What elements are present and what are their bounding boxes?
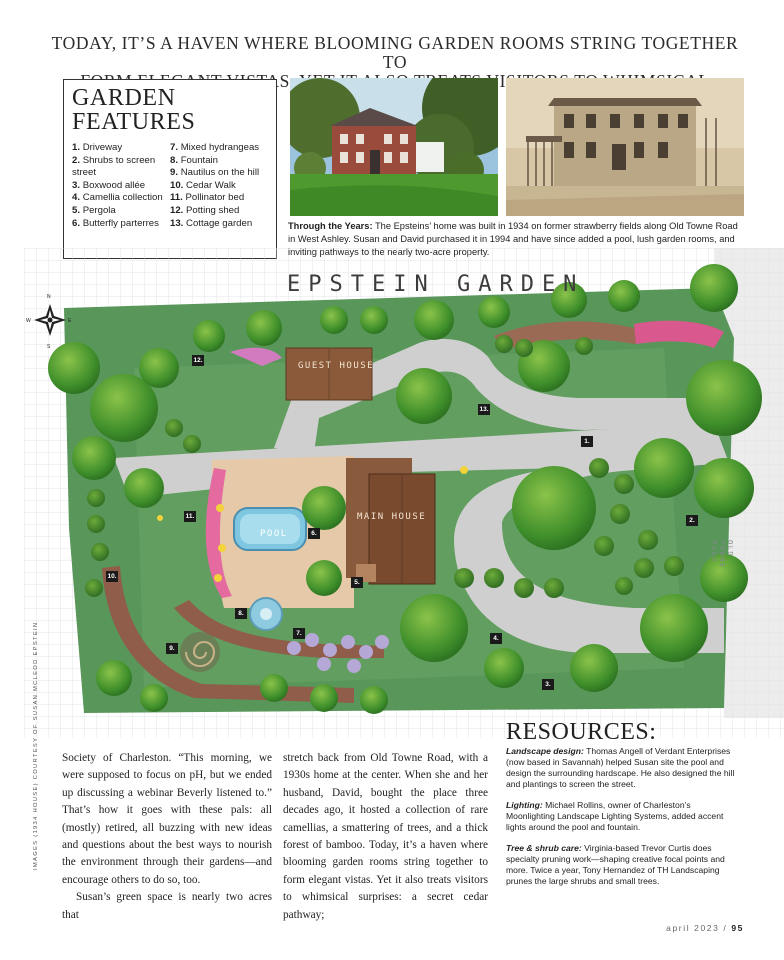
resources-sidebar: [506, 718, 738, 897]
feature-item: 7. Mixed hydrangeas: [170, 142, 260, 153]
feature-item: 12. Potting shed: [170, 204, 240, 216]
feature-item: 10. Cedar Walk: [170, 179, 236, 191]
photo-credit: IMAGES (1934 HOUSE) COURTESY OF SUSAN MCLEOD EPSTEIN: [33, 621, 39, 870]
road-label: OLD TOWNE ROAD: [710, 540, 734, 569]
resource-item: Lighting: Michael Rollins, owner of Charleston’s Moonlighting Landscape Lighting Systems, added accent lights around the pool and fountain.: [506, 800, 724, 832]
marker-7: 7.: [293, 628, 305, 639]
main-house-label: MAIN HOUSE: [357, 512, 427, 522]
marker-8: 8.: [235, 608, 247, 619]
body-paragraph: Susan’s green space is nearly two acres that: [62, 891, 272, 921]
caption-text: The Epsteins’ home was built in 1934 on former strawberry fields along Old Towne Road in West Ashley. Susan and David purchased it in 1994 and have since added a pool, lush garden rooms, and: [288, 221, 738, 244]
features-title-line-1: GARDEN: [72, 85, 176, 111]
compass-e: E: [68, 318, 72, 324]
feature-item: 5. Pergola: [72, 204, 116, 216]
feature-item: 9. Nautilus on the hill: [170, 167, 260, 179]
marker-12: 12.: [193, 357, 203, 364]
marker-1: 1.: [581, 436, 593, 447]
feature-item: 1. Driveway: [72, 142, 123, 153]
page-folio: [666, 923, 744, 933]
pull-quote-line-1: TODAY, IT’S A HAVEN WHERE BLOOMING GARDEN ROOMS STRING TOGETHER TO: [51, 33, 739, 72]
marker-10: 10.: [107, 573, 117, 580]
garden-plan-illustration: [24, 248, 784, 738]
features-list: [72, 142, 268, 230]
guest-house-label: GUEST HOUSE: [298, 361, 375, 371]
feature-item: 11. Pollinator bed: [170, 192, 245, 204]
feature-item: street: [72, 167, 96, 179]
marker-5: 5.: [351, 577, 363, 588]
feature-item: 8. Fountain: [170, 154, 219, 166]
compass-w: W: [26, 318, 31, 324]
feature-item: 2. Shrubs to screen: [72, 154, 156, 166]
feature-item: 4. Camellia collection: [72, 192, 163, 204]
body-column-2: [283, 750, 488, 924]
features-title: [72, 86, 268, 134]
marker-11: 11.: [185, 513, 195, 520]
house-photo-color: [290, 78, 498, 216]
marker-2: 2.: [686, 515, 698, 526]
pool-label: POOL: [260, 529, 288, 539]
compass-s: S: [47, 344, 51, 350]
feature-item: 3. Boxwood allée: [72, 179, 146, 191]
caption-lead: Through the Years:: [288, 221, 373, 231]
resources-title: RESOURCES:: [506, 719, 657, 745]
resource-item: Landscape design: Thomas Angell of Verdant Enterprises (now based in Savannah) helped Susan site the pool and design the surrounding hardscape. He also designed the hill and plantings to screen the street.: [506, 746, 735, 789]
feature-item: 13. Cottage garden: [170, 217, 253, 229]
features-column-left: [72, 142, 170, 230]
marker-6: 6.: [308, 528, 320, 539]
body-column-1: [62, 750, 272, 924]
feature-item: 6. Butterfly parterres: [72, 217, 159, 229]
features-column-right: [170, 142, 268, 230]
folio-date: april 2023 /: [666, 923, 732, 933]
body-paragraph: Society of Charleston. “This morning, we were supposed to focus on pH, but we ended up discussing a webinar Beverly listened to.” That’s how it goes with these pals: all (mostly) retired, all buzzing with new ideas and questions about the best ways to nourish the environment through their gardens—and encourage others to do so, too.: [62, 752, 272, 886]
compass-n: N: [47, 294, 51, 300]
marker-9: 9.: [166, 643, 178, 654]
house-photo-historic: [506, 78, 744, 216]
features-title-line-2: FEATURES: [72, 109, 196, 135]
marker-13: 13.: [479, 406, 489, 413]
resource-item: Tree & shrub care: Virginia-based Trevor Curtis does specialty pruning work—shaping creative focal points and more. Twice a year, Tony Hernandez of TH Landscaping prunes the large shrubs and small trees.: [506, 843, 725, 886]
garden-features-box: [63, 79, 277, 259]
page-number: 95: [731, 923, 744, 933]
plan-title: EPSTEIN GARDEN: [287, 272, 585, 297]
marker-4: 4.: [490, 633, 502, 644]
body-paragraph: stretch back from Old Towne Road, with a 1930s home at the center. When she and her husband, David, bought the place three decades ago, it hosted a collection of rare camellias, a smattering of trees, and a thick forest of bamboo. Today, it’s a haven where blooming garden rooms string together to form elegant vistas. Yet it also treats visitors to whimsical surprises: a secret cedar pathway;: [283, 752, 488, 921]
marker-3: 3.: [542, 679, 554, 690]
